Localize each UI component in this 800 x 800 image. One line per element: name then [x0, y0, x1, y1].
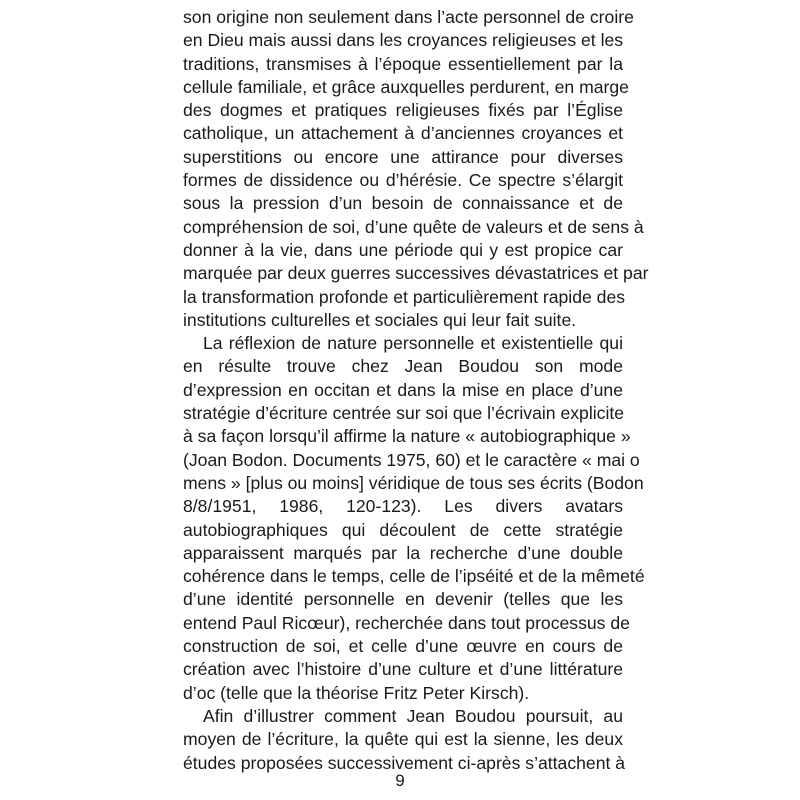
text-line: stratégie d’écriture centrée sur soi que l’écrivain explicite: [183, 403, 625, 424]
text-line: cellule familiale, et grâce auxquelles perdurent, en marge: [183, 76, 629, 97]
document-body: [183, 6, 649, 775]
text-line: superstitions ou encore une attirance pour diverses: [183, 146, 623, 167]
text-line: son origine non seulement dans l’acte personnel de croire: [183, 7, 634, 27]
text-line: traditions, transmises à l’époque essentiellement par la: [183, 53, 623, 74]
text-line: autobiographiques qui découlent de cette stratégie: [183, 519, 623, 540]
text-line: marquée par deux guerres successives dévastatrices et par: [183, 263, 649, 284]
text-line: des dogmes et pratiques religieuses fixés par l’Église: [183, 100, 623, 121]
text-line: moyen de l’écriture, la quête qui est la sienne, les deux: [183, 729, 623, 750]
text-line: d’oc (telle que la théorise Fritz Peter Kirsch).: [183, 682, 530, 703]
text-line: institutions culturelles et sociales qui leur fait suite.: [183, 309, 577, 330]
page-number: 9: [395, 771, 405, 790]
text-line: cohérence dans le temps, celle de l’ipséité et de la mêmeté: [183, 566, 645, 587]
text-line: en Dieu mais aussi dans les croyances religieuses et les: [183, 30, 624, 51]
text-line: d’une identité personnelle en devenir (telles que les: [183, 589, 623, 610]
text-line: compréhension de soi, d’une quête de valeurs et de sens à: [183, 216, 644, 237]
text-line: (Joan Bodon. Documents 1975, 60) et le caractère « mai o: [183, 449, 640, 470]
text-line: en résulte trouve chez Jean Boudou son mode: [183, 356, 623, 377]
text-line: études proposées successivement ci-après s’attachent à: [183, 752, 626, 773]
paragraph-first-line: Afin d’illustrer comment Jean Boudou poursuit, au: [203, 705, 623, 726]
text-line: la transformation profonde et particulièrement rapide des: [183, 286, 626, 307]
text-line: formes de dissidence ou d’hérésie. Ce spectre s’élargit: [183, 170, 623, 191]
text-line: à sa façon lorsqu’il affirme la nature « autobiographique »: [183, 426, 631, 447]
text-line: création avec l’histoire d’une culture et d’une littérature: [183, 659, 623, 680]
text-line: entend Paul Ricœur), recherchée dans tout processus de: [183, 612, 630, 633]
text-line: 8/8/1951, 1986, 120-123). Les divers avatars: [183, 496, 623, 517]
text-line: d’expression en occitan et dans la mise en place d’une: [183, 379, 623, 400]
text-line: sous la pression d’un besoin de connaissance et de: [183, 193, 623, 214]
text-line: construction de soi, et celle d’une œuvre en cours de: [183, 636, 623, 657]
text-line: catholique, un attachement à d’anciennes croyances et: [183, 123, 623, 144]
text-line: apparaissent marqués par la recherche d’une double: [183, 542, 623, 563]
text-line: mens » [plus ou moins] véridique de tous ses écrits (Bodon: [183, 472, 644, 493]
text-line: donner à la vie, dans une période qui y est propice car: [183, 239, 623, 260]
paragraph-first-line: La réflexion de nature personnelle et existentielle qui: [203, 333, 623, 354]
